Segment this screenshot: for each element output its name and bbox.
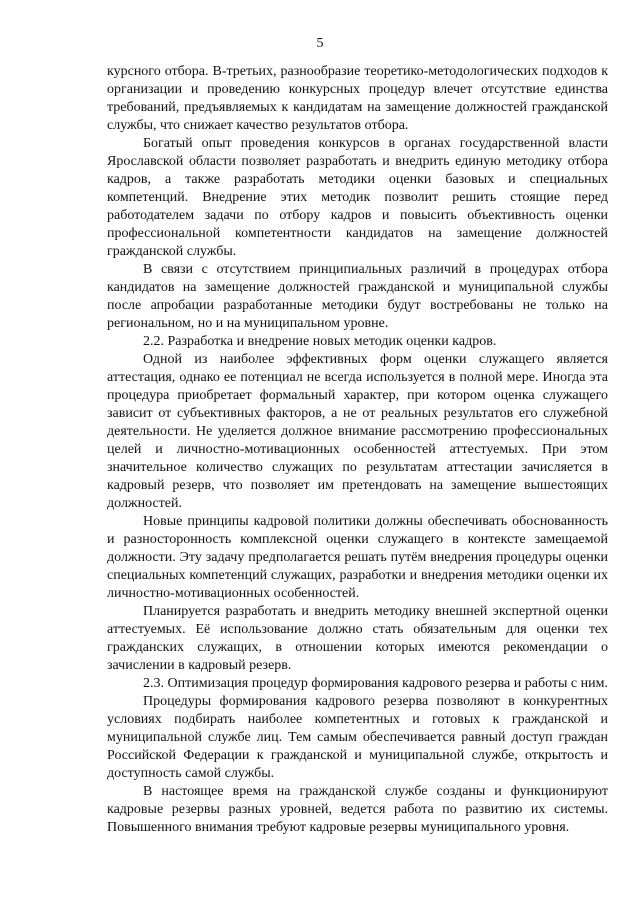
paragraph: В настоящее время на гражданской службе созданы и функционируют кадровые резервы разных уровней, ведется работа по развитию их системы. Повышенного внимания требуют кадровые резервы муниципального уровня. xyxy=(107,784,608,835)
paragraph: Планируется разработать и внедрить методику внешней экспертной оценки аттестуемых. Её использование должно стать обязательным для оценки тех гражданских служащих, в отношении которых имеются рекомендации о зачислении в кадровый резерв. xyxy=(107,604,608,673)
paragraph: Богатый опыт проведения конкурсов в органах государственной власти Ярославской области позволяет разработать и внедрить единую методику отбора кадров, а также разработать методики оценки базовых и специальных компетенций. Внедрение этих методик позволит решить стоящие перед работодателем задачи по отбору кадров и повысить объективность оценки профессиональной компетентности кандидатов на замещение должностей гражданской службы. xyxy=(107,136,608,259)
section-heading-2-3: 2.3. Оптимизация процедур формирования кадрового резерва и работы с ним. xyxy=(143,676,608,691)
paragraph: Новые принципы кадровой политики должны обеспечивать обоснованность и разносторонность комплексной оценки служащего в контексте замещаемой должности. Эту задачу предполагается решать путём внедрения процедуры оценки специальных компетенций служащих, разработки и внедрения методики оценки их личностно-мотивационных особенностей. xyxy=(107,514,608,601)
page-number: 5 xyxy=(316,36,324,51)
paragraph: Одной из наиболее эффективных форм оценки служащего является аттестация, однако ее потенциал не всегда используется в полной мере. Иногда эта процедура приобретает формальный характер, при котором оценка служащего зависит от субъективных факторов, а не от реальных результатов его служебной деятельности. Не уделяется должное внимание рассмотрению профессиональных целей и личностно-мотивационных особенностей аттестуемых. При этом значительное количество служащих по результатам аттестации зачисляется в кадровый резерв, что позволяет им претендовать на замещение вышестоящих должностей. xyxy=(107,352,608,511)
paragraph: В связи с отсутствием принципиальных различий в процедурах отбора кандидатов на замещение должностей гражданской и муниципальной службы после апробации разработанные методики будут востребованы не только на региональном, но и на муниципальном уровне. xyxy=(107,262,608,331)
paragraph-continuation: курсного отбора. В-третьих, разнообразие теоретико-методологических подходов к организации и проведению конкурсных процедур влечет отсутствие единства требований, предъявляемых к кандидатам на замещение должностей гражданской службы, что снижает качество результатов отбора. xyxy=(107,64,608,133)
section-heading-2-2: 2.2. Разработка и внедрение новых методик оценки кадров. xyxy=(143,334,497,349)
body-text xyxy=(107,63,608,837)
paragraph: Процедуры формирования кадрового резерва позволяют в конкурентных условиях подбирать наиболее компетентных и готовых к гражданской и муниципальной службе лиц. Тем самым обеспечивается равный доступ граждан Российской Федерации к гражданской и муниципальной службе, открытость и доступность самой службы. xyxy=(107,694,608,781)
